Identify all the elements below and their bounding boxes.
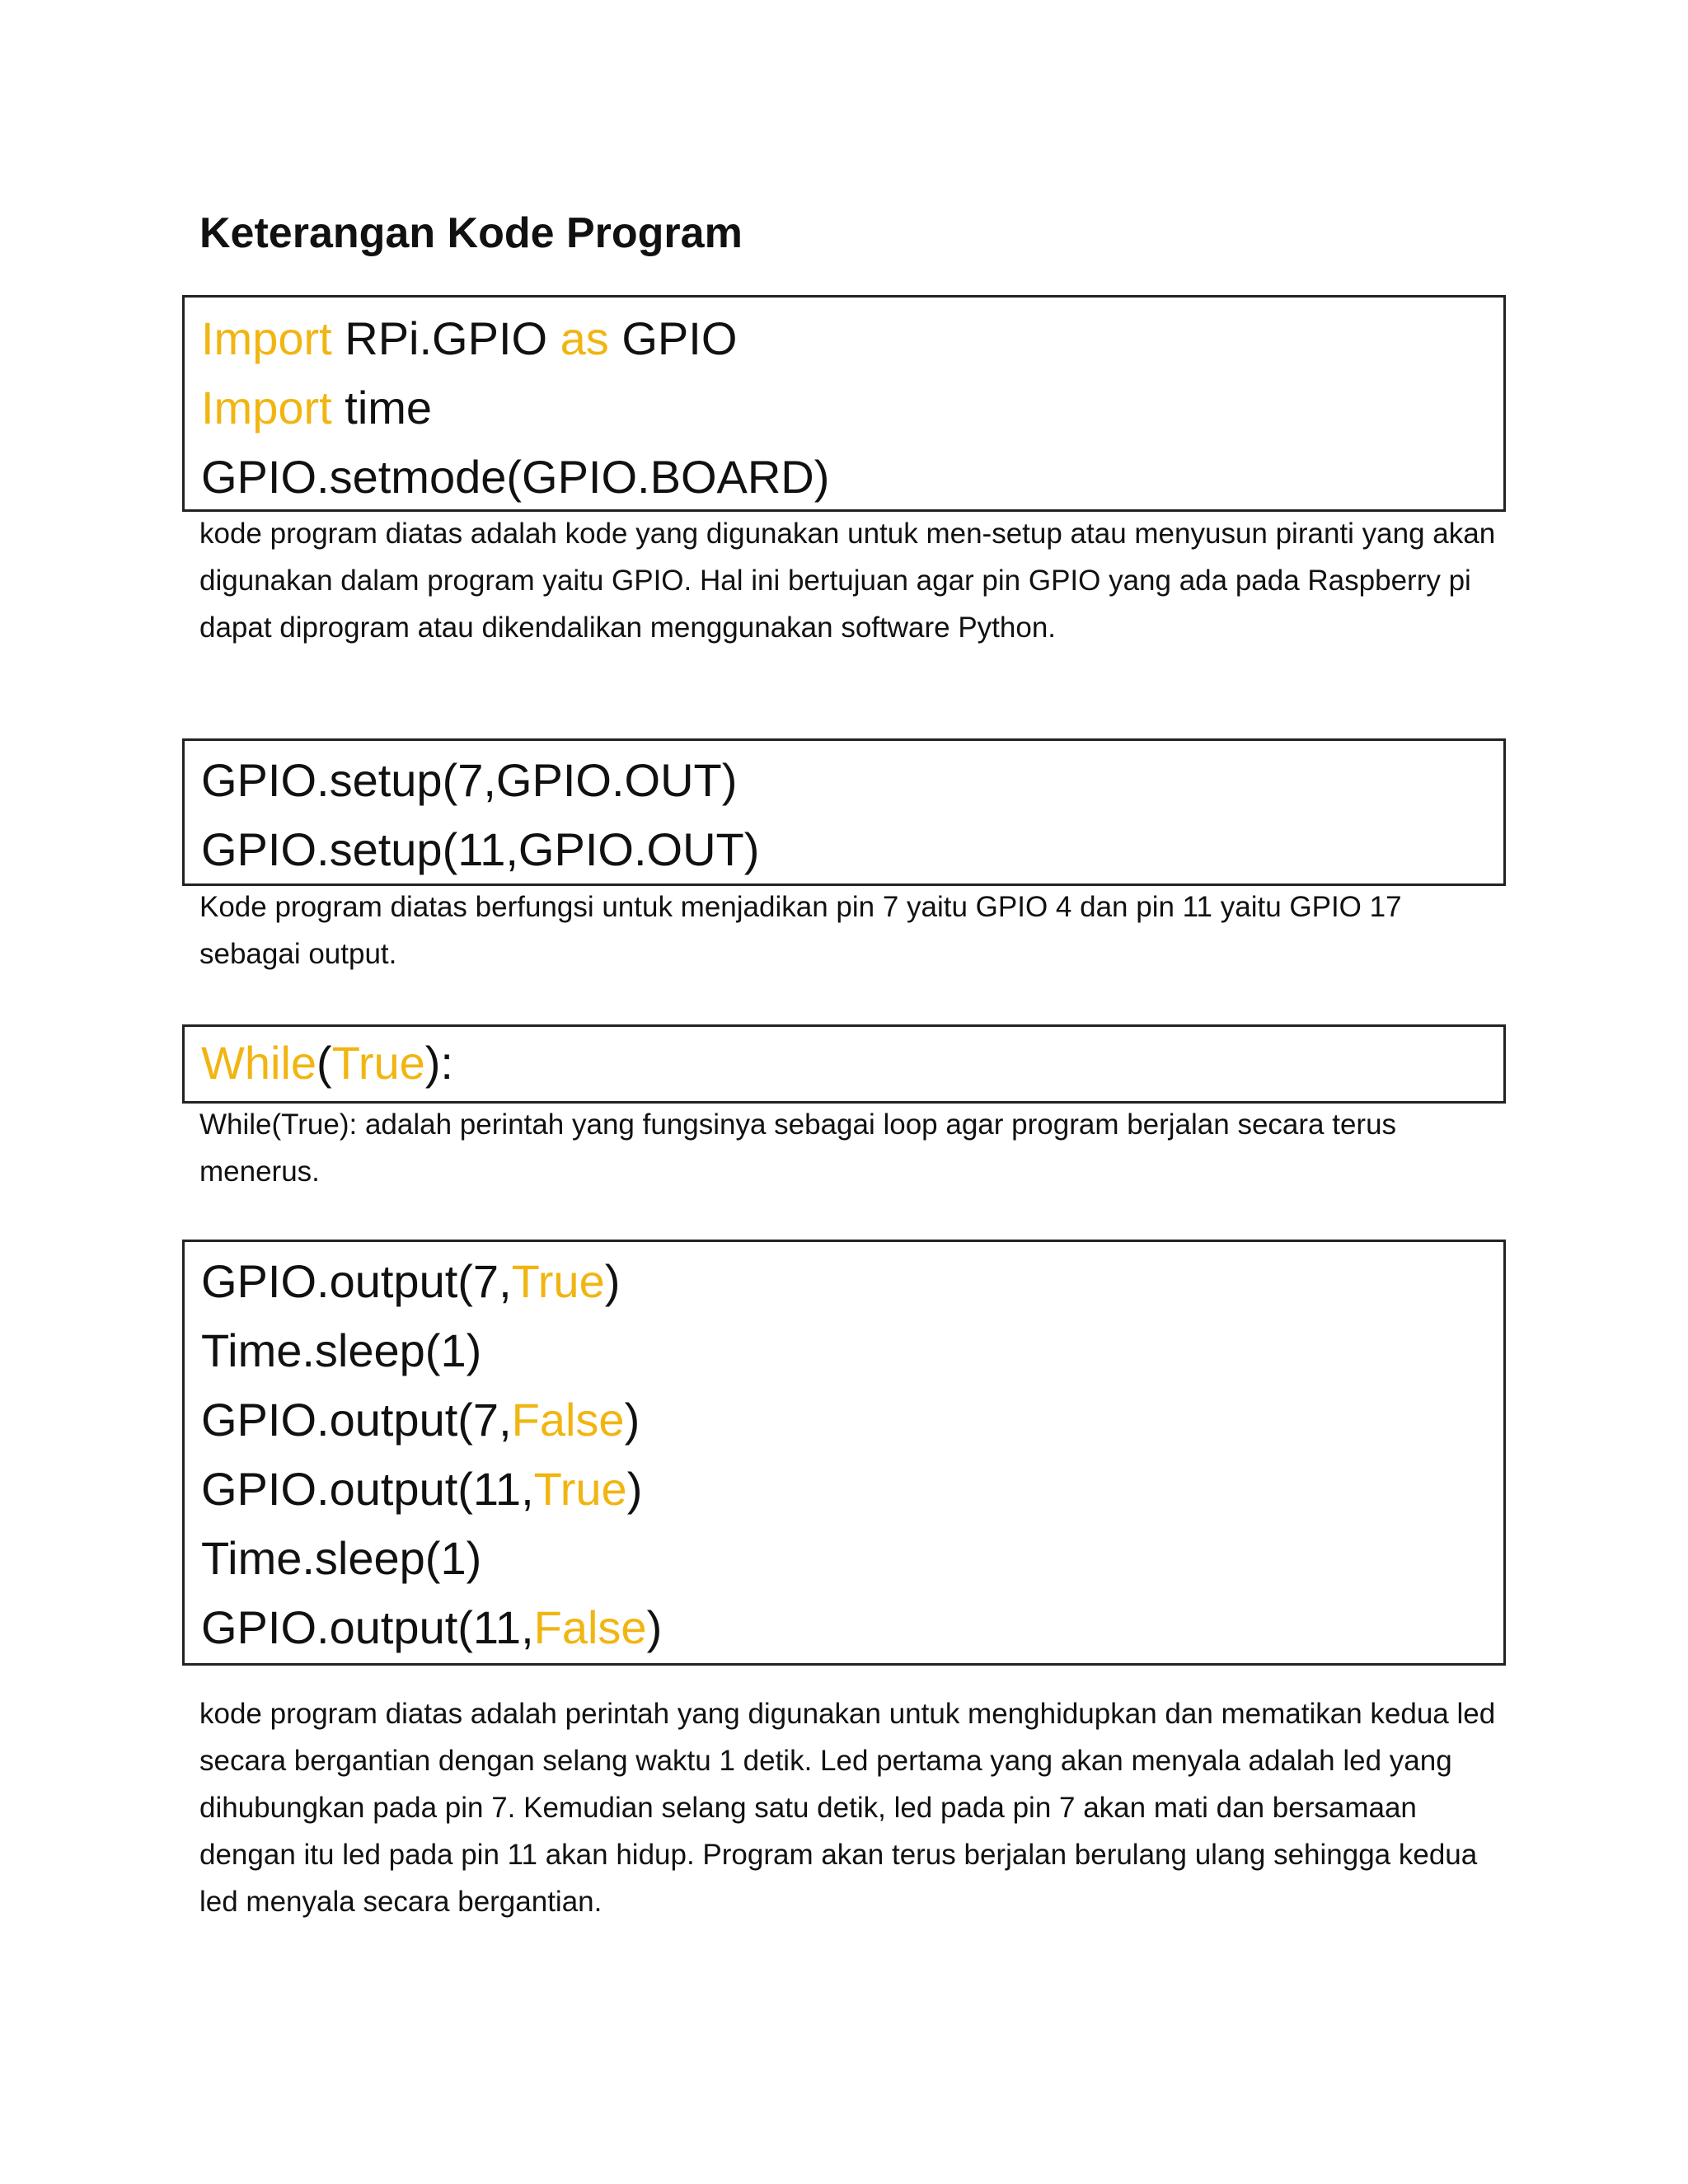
keyword-true: True [533,1463,627,1515]
description-while-loop: While(True): adalah perintah yang fungsinya sebagai loop agar program berjalan secara terus menerus. [199,1108,1397,1188]
code-block-gpio-output [182,1240,1506,1666]
code-text: ( [316,1037,332,1089]
code-line [201,1247,1503,1316]
code-text: GPIO.output(11, [201,1601,534,1653]
code-text: GPIO.setup(11,GPIO.OUT) [201,823,760,875]
keyword-false: False [533,1601,647,1653]
description-setup-imports: kode program diatas adalah kode yang digunakan untuk men-setup atau menyusun piranti yang akan digunakan dalam program yaitu GPIO. Hal ini bertujuan agar pin GPIO yang ada pada Raspberry pi dapat diprogram atau dikendalikan menggunakan software Python. [199,518,1496,644]
page-title: Keterangan Kode Program [199,209,743,257]
code-text: GPIO.output(7, [201,1255,512,1307]
code-text: ) [604,1255,621,1307]
code-line [201,1593,1503,1662]
code-text: ): [424,1037,453,1089]
code-text: time [331,382,433,434]
code-line [201,1316,1503,1385]
code-block-setup-imports [182,295,1506,512]
code-text: GPIO.output(11, [201,1463,534,1515]
code-line [201,304,1503,373]
keyword-true: True [511,1255,605,1307]
code-text: ) [626,1463,643,1515]
keyword-import: Import [201,382,332,434]
keyword-as: as [560,312,609,364]
code-block-while-loop [182,1024,1506,1104]
code-text: Time.sleep(1) [201,1532,482,1584]
description-gpio-setup: Kode program diatas berfungsi untuk menjadikan pin 7 yaitu GPIO 4 dan pin 11 yaitu GPIO 17 sebagai output. [199,891,1402,970]
code-line [201,443,1503,512]
code-line [201,1524,1503,1593]
code-line [201,746,1503,815]
code-text: GPIO.setup(7,GPIO.OUT) [201,754,738,806]
keyword-import: Import [201,312,332,364]
code-text: GPIO [608,312,738,364]
code-text: ) [624,1394,640,1446]
code-line [201,1385,1503,1455]
code-line [201,815,1503,884]
keyword-true: True [331,1037,425,1089]
code-line [201,373,1503,443]
code-text: Time.sleep(1) [201,1324,482,1376]
code-text: GPIO.output(7, [201,1394,512,1446]
code-block-gpio-setup [182,738,1506,886]
keyword-false: False [511,1394,625,1446]
description-gpio-output: kode program diatas adalah perintah yang digunakan untuk menghidupkan dan mematikan kedua led secara bergantian dengan selang waktu 1 detik. Led pertama yang akan menyala adalah led yang dihubungkan pada pin 7. Kemudian selang satu detik, led pada pin 7 akan mati dan bersamaan dengan itu led pada pin 11 akan hidup. Program akan terus berjalan berulang ulang sehingga kedua led menyala secara bergantian. [199,1698,1496,1918]
code-line [201,1455,1503,1524]
code-text: RPi.GPIO [331,312,560,364]
code-text: GPIO.setmode(GPIO.BOARD) [201,451,830,503]
keyword-while: While [201,1037,317,1089]
code-line [201,1029,1503,1098]
code-text: ) [646,1601,663,1653]
